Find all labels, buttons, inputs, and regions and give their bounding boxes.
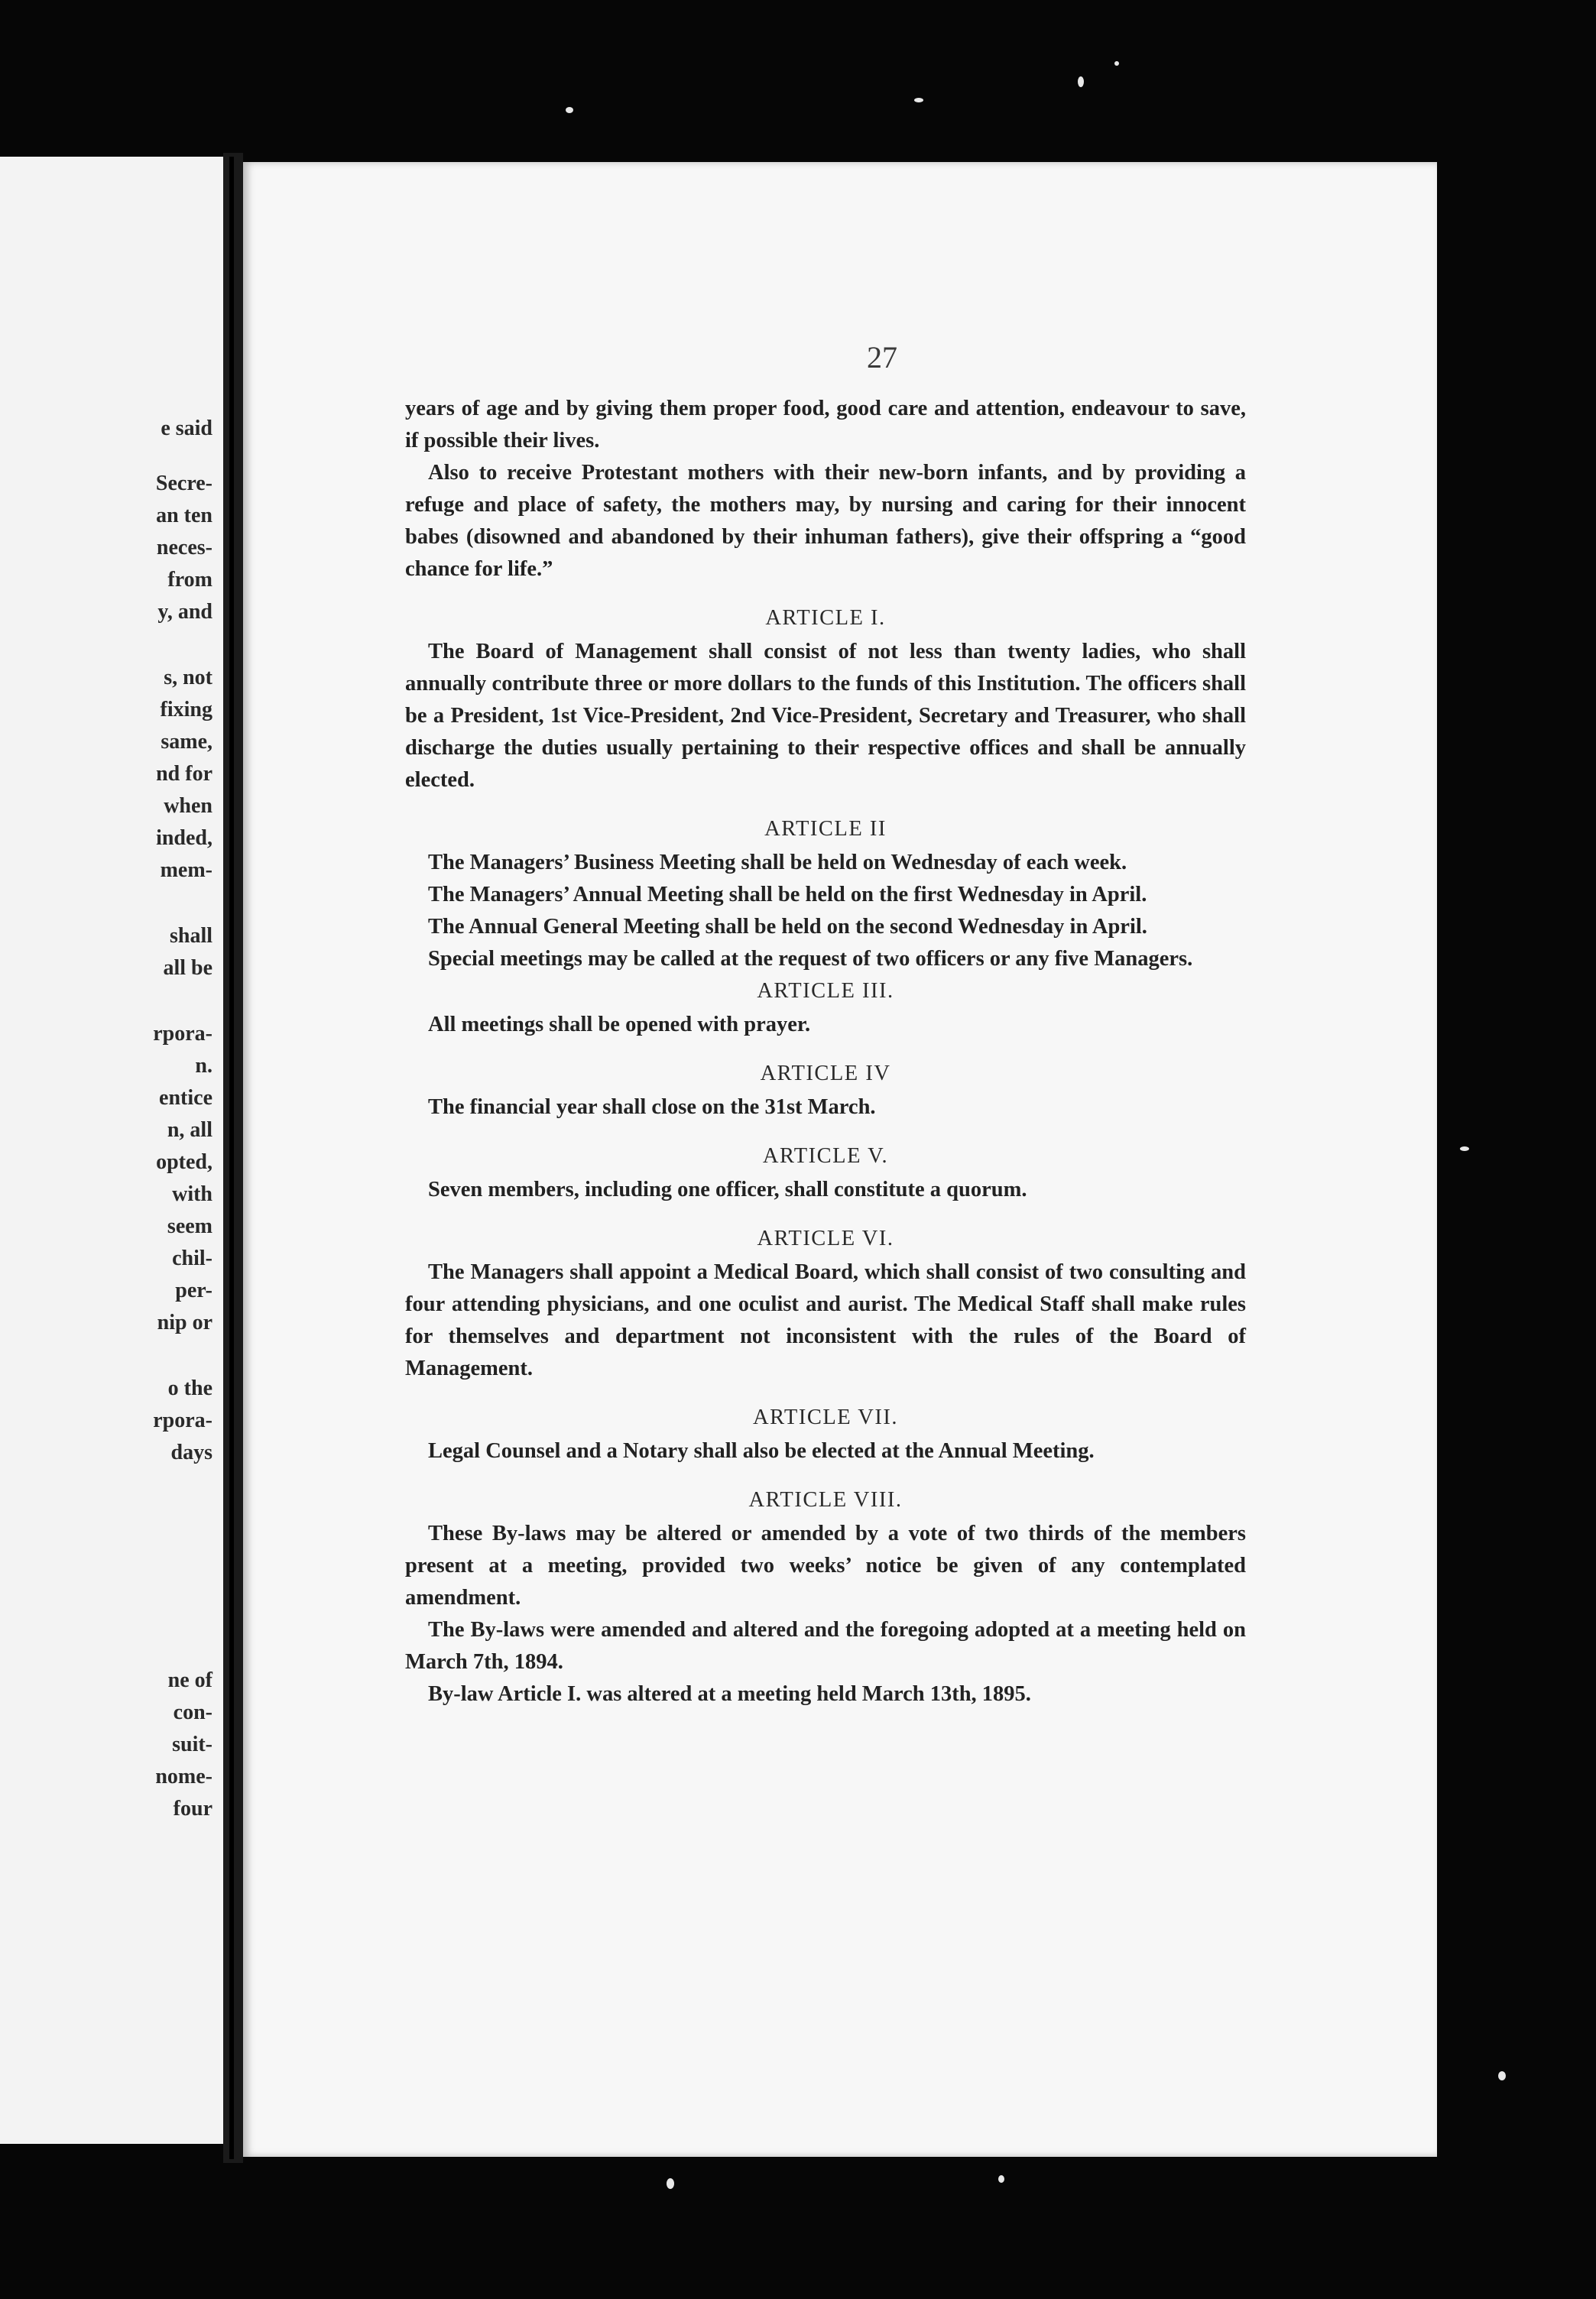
fragment-line: s, not — [164, 666, 212, 689]
fragment-line: ne of — [167, 1668, 212, 1692]
fragment-line: suit- — [172, 1733, 212, 1756]
fragment-line: all be — [163, 956, 212, 980]
fragment-line: seem — [167, 1214, 212, 1238]
intro-paragraph: Also to receive Protestant mothers with their new-born infants, and by providing a refuge and place of safety, the mothers may, by nursing and caring for their innocent babes (disowned and abandoned by their inhuman fathers), give their offspring a “good chance for life.” — [405, 461, 1246, 581]
article-paragraph: By-law Article I. was altered at a meeting held March 13th, 1895. — [428, 1682, 1031, 1706]
fragment-line: with — [172, 1182, 212, 1206]
fragment-line: from — [167, 568, 212, 592]
page-body — [405, 393, 1246, 1710]
article-paragraph: These By-laws may be altered or amended by a vote of two thirds of the members present at a meeting, provided two weeks’ notice be given of any contemplated amendment. — [405, 1522, 1246, 1610]
article-heading: ARTICLE I. — [765, 606, 886, 630]
fragment-line: entice — [159, 1086, 212, 1110]
fragment-line: y, and — [157, 600, 212, 624]
fragment-line: Secre- — [155, 472, 212, 495]
fragment-line: n, all — [167, 1118, 212, 1142]
article-paragraph: Legal Counsel and a Notary shall also be elected at the Annual Meeting. — [428, 1439, 1095, 1463]
fragment-line: fixing — [160, 698, 212, 721]
article-paragraph: The financial year shall close on the 31st March. — [428, 1095, 876, 1119]
fragment-line: n. — [195, 1054, 212, 1078]
article-paragraph: The Managers’ Annual Meeting shall be held on the first Wednesday in April. — [428, 883, 1147, 906]
article-paragraph: The Managers shall appoint a Medical Board, which shall consist of two consulting and four attending physicians, and one oculist and aurist. The Medical Staff shall make rules for themselves and department not inconsistent with the rules of the Board of Management. — [405, 1260, 1246, 1380]
article-heading: ARTICLE VII. — [753, 1406, 898, 1429]
article-heading: ARTICLE II — [764, 817, 887, 841]
article-heading: ARTICLE IV — [760, 1062, 891, 1085]
fragment-line: inded, — [156, 826, 212, 850]
page-number: 27 — [867, 340, 897, 375]
article-heading: ARTICLE V. — [762, 1144, 889, 1168]
fragment-line: mem- — [160, 858, 212, 882]
fragment-line: opted, — [156, 1150, 212, 1174]
fragment-line: an ten — [156, 504, 212, 527]
previous-page-edge — [0, 157, 229, 2144]
fragment-line: nip or — [157, 1311, 212, 1334]
article-paragraph: All meetings shall be opened with prayer. — [428, 1013, 811, 1036]
fragment-line: four — [173, 1797, 212, 1821]
article-heading: ARTICLE VIII. — [748, 1488, 903, 1512]
article-paragraph: The Managers’ Business Meeting shall be held on Wednesday of each week. — [428, 851, 1127, 874]
fragment-line: nome- — [155, 1765, 212, 1788]
article-paragraph: Special meetings may be called at the request of two officers or any five Managers. — [428, 947, 1193, 971]
fragment-line: o the — [167, 1376, 212, 1400]
article-paragraph: The By-laws were amended and altered and the foregoing adopted at a meeting held on March 7th, 1894. — [405, 1618, 1246, 1674]
fragment-line: per- — [175, 1279, 212, 1302]
fragment-line: nd for — [156, 762, 212, 786]
article-heading: ARTICLE III. — [757, 979, 894, 1003]
fragment-line: same, — [161, 730, 212, 754]
fragment-line: days — [170, 1441, 212, 1464]
fragment-line: shall — [169, 924, 212, 948]
fragment-line: e said — [161, 417, 212, 440]
gutter-shadow-line — [229, 157, 234, 2159]
fragment-line: rpora- — [153, 1409, 212, 1432]
intro-paragraph: years of age and by giving them proper food, good care and attention, endeavour to save, if possible their lives. — [405, 397, 1246, 452]
fragment-line: rpora- — [153, 1022, 212, 1046]
fragment-line: con- — [173, 1701, 212, 1724]
document-page — [243, 162, 1437, 2157]
article-paragraph: The Board of Management shall consist of not less than twenty ladies, who shall annually contribute three or more dollars to the funds of this Institution. The officers shall be a President, 1st Vice-President, 2nd Vice-President, Secretary and Treasurer, who shall discharge the duties usually pertaining to their respective offices and shall be annually elected. — [405, 640, 1246, 792]
article-paragraph: Seven members, including one officer, shall constitute a quorum. — [428, 1178, 1027, 1201]
fragment-line: neces- — [156, 536, 212, 559]
fragment-line: when — [164, 794, 212, 818]
article-paragraph: The Annual General Meeting shall be held on the second Wednesday in April. — [428, 915, 1147, 939]
article-heading: ARTICLE VI. — [757, 1227, 894, 1250]
fragment-line: chil- — [172, 1247, 212, 1270]
